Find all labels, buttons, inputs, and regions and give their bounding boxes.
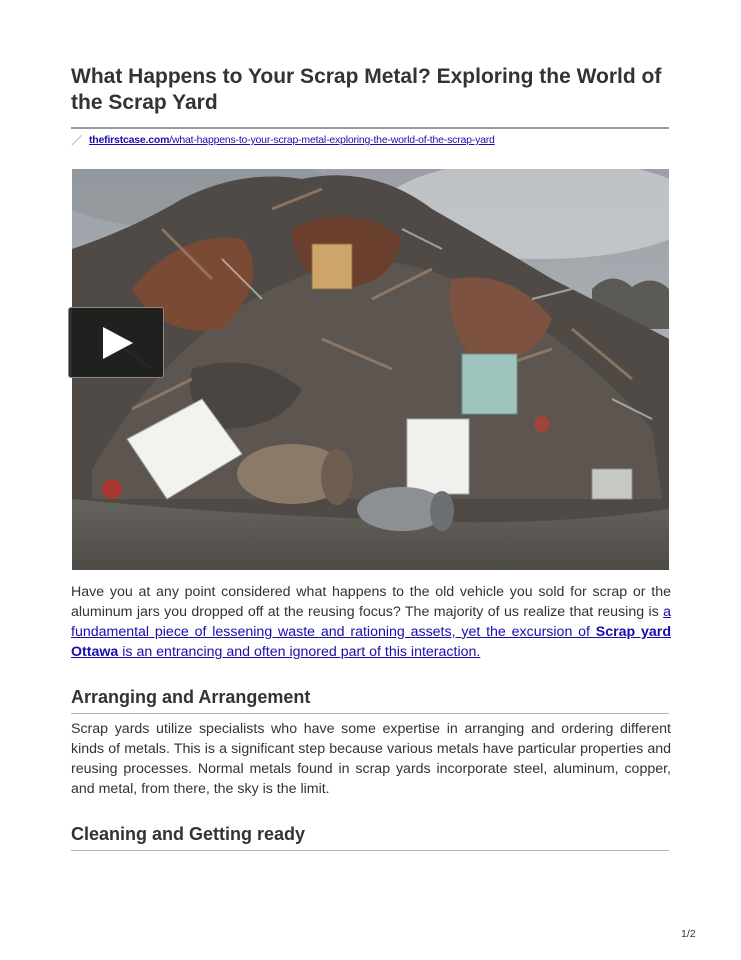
link-slash-icon	[71, 134, 83, 146]
section-divider-arranging	[71, 713, 669, 714]
source-path: /what-happens-to-your-scrap-metal-exploring-the-world-of-the-scrap-yard	[169, 134, 495, 146]
title-divider	[71, 127, 669, 129]
intro-link-text-end: is an entrancing and often ignored part of this interaction.	[118, 644, 481, 660]
intro-text: Have you at any point considered what happens to the old vehicle you sold for scrap or the aluminum jars you dropped off at the reusing focus? The majority of us realize that reusing is	[71, 584, 671, 620]
section-body-arranging: Scrap yards utilize specialists who have some expertise in arranging and ordering different kinds of metals. This is a significant step because various metals have particular properties and reusing processes. Normal metals found in scrap yards incorporate steel, aluminum, copper, and metal, from there, the sky is the limit.	[71, 721, 671, 797]
page-title: What Happens to Your Scrap Metal? Exploring the World of the Scrap Yard	[71, 65, 662, 114]
intro-link-text: a fundamental piece of lessening waste and rationing assets, yet the excursion of	[71, 604, 671, 640]
section-heading-arranging: Arranging and Arrangement	[71, 687, 311, 707]
page-indicator: 1/2	[681, 928, 696, 940]
intro-paragraph	[71, 582, 671, 662]
section-divider-cleaning	[71, 850, 669, 851]
source-domain: thefirstcase.com	[89, 134, 170, 146]
intro-link-bold: Scrap yard Ottawa	[71, 624, 671, 660]
play-icon	[101, 325, 135, 361]
video-play-button[interactable]	[68, 307, 164, 378]
source-link[interactable]	[89, 134, 495, 146]
section-heading-cleaning: Cleaning and Getting ready	[71, 824, 306, 844]
source-row	[71, 133, 495, 147]
